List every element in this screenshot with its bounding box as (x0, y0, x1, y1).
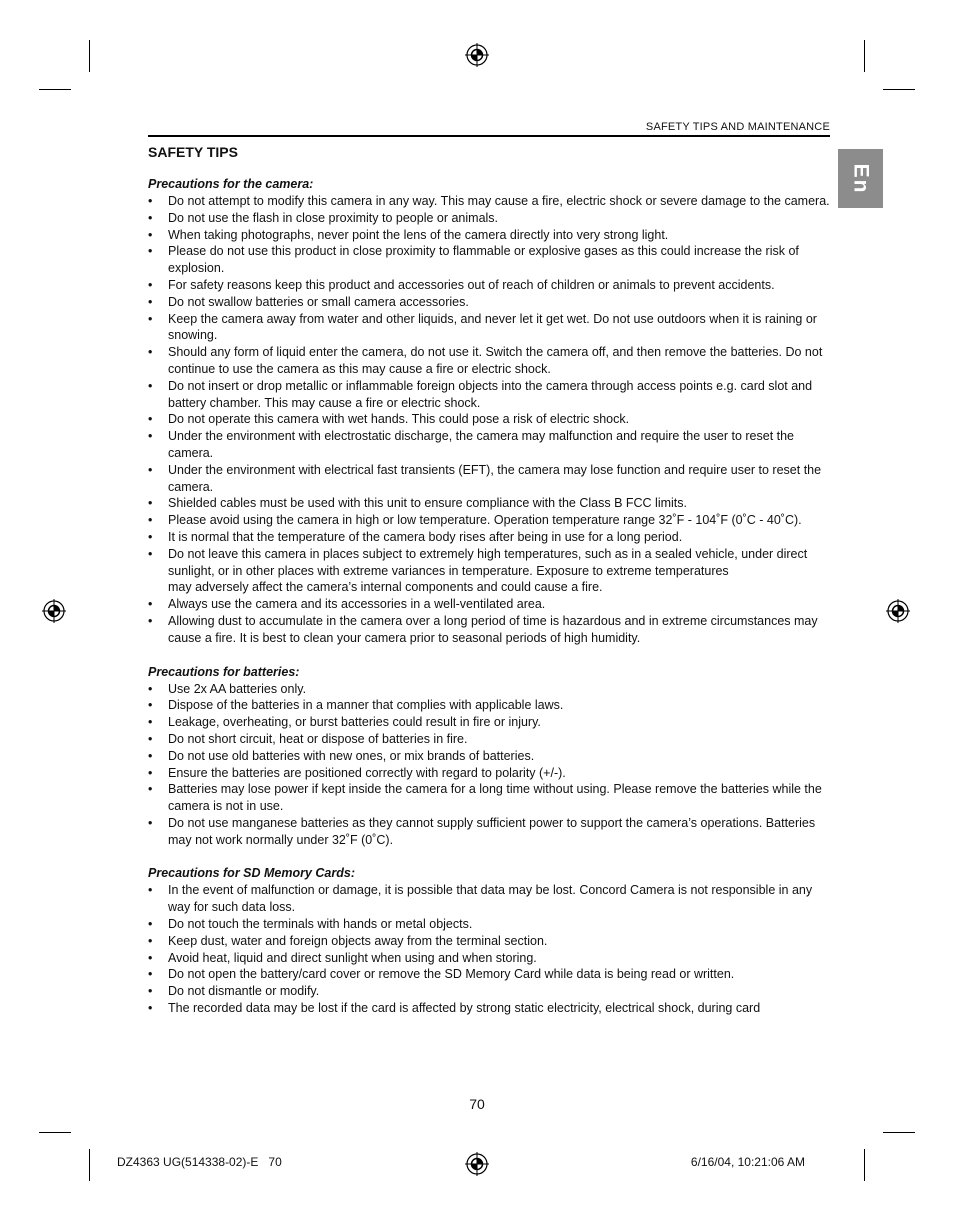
bullet-list (148, 193, 830, 647)
registration-mark-icon (465, 1152, 489, 1176)
section-title: Precautions for batteries: (148, 664, 300, 679)
list-item: • Keep the camera away from water and other liquids, and never let it get wet. Do not use outdoors when it is raining or snowing. (148, 311, 830, 345)
list-item: • Always use the camera and its accessories in a well-ventilated area. (148, 596, 830, 613)
section (148, 176, 830, 647)
page-number: 70 (469, 1096, 485, 1112)
header-rule (148, 135, 830, 137)
footer-timestamp: 6/16/04, 10:21:06 AM (690, 1155, 805, 1169)
list-item: • Ensure the batteries are positioned correctly with regard to polarity (+/-). (148, 765, 830, 782)
list-item: • Do not attempt to modify this camera in any way. This may cause a fire, electric shock or severe damage to the camera. (148, 193, 830, 210)
list-item: • Do not swallow batteries or small camera accessories. (148, 294, 830, 311)
list-item: • Please avoid using the camera in high or low temperature. Operation temperature range 32˚F - 104˚F (0˚C - 40˚C). (148, 512, 830, 529)
section (148, 865, 830, 1016)
list-item: • Do not use the flash in close proximity to people or animals. (148, 210, 830, 227)
crop-mark (89, 40, 90, 72)
registration-mark-icon (42, 599, 66, 623)
list-item: • Do not insert or drop metallic or inflammable foreign objects into the camera through access points e.g. card slot and battery chamber. This may cause a fire or electric shock. (148, 378, 830, 412)
list-item: • The recorded data may be lost if the card is affected by strong static electricity, electrical shock, during card (148, 1000, 830, 1017)
bullet-list (148, 681, 830, 849)
crop-mark (864, 40, 865, 72)
list-item: • Do not dismantle or modify. (148, 983, 830, 1000)
list-item: • Keep dust, water and foreign objects away from the terminal section. (148, 933, 830, 950)
list-item: • Do not use old batteries with new ones, or mix brands of batteries. (148, 748, 830, 765)
list-item: • Leakage, overheating, or burst batteries could result in fire or injury. (148, 714, 830, 731)
list-item: • Dispose of the batteries in a manner that complies with applicable laws. (148, 697, 830, 714)
list-item: • Should any form of liquid enter the camera, do not use it. Switch the camera off, and then remove the batteries. Do not continue to use the camera as this may cause a fire or electric shock. (148, 344, 830, 378)
registration-mark-icon (465, 43, 489, 67)
list-item: • For safety reasons keep this product and accessories out of reach of children or animals to prevent accidents. (148, 277, 830, 294)
crop-mark (89, 1149, 90, 1181)
crop-mark (864, 1149, 865, 1181)
section-title: Precautions for the camera: (148, 177, 314, 191)
list-item: • Under the environment with electrostatic discharge, the camera may malfunction and require the user to reset the camera. (148, 428, 830, 462)
bullet-list (148, 882, 830, 1016)
section-title: Precautions for SD Memory Cards: (148, 866, 355, 881)
list-item: • Please do not use this product in close proximity to flammable or explosive gases as this could increase the risk of explosion. (148, 243, 830, 277)
list-item: • Do not leave this camera in places subject to extremely high temperatures, such as in a sealed vehicle, under direct sunlight, or in other places with extreme variances in temperature. Exposure to extreme temperatures may adversely affect the camera’s internal components and could cause a fire. (148, 546, 830, 596)
list-item: • Under the environment with electrical fast transients (EFT), the camera may lose function and require user to reset the camera. (148, 462, 830, 496)
list-item: • When taking photographs, never point the lens of the camera directly into very strong light. (148, 227, 830, 244)
list-item: • Shielded cables must be used with this unit to ensure compliance with the Class B FCC limits. (148, 495, 830, 512)
list-item: • Use 2x AA batteries only. (148, 681, 830, 698)
list-item: • Do not use manganese batteries as they cannot supply sufficient power to support the camera’s operations. Batteries may not work normally under 32˚F (0˚C). (148, 815, 830, 849)
list-item: • Avoid heat, liquid and direct sunlight when using and when storing. (148, 950, 830, 967)
crop-mark (39, 1132, 71, 1133)
footer-job-info: DZ4363 UG(514338-02)-E 70 (117, 1155, 282, 1169)
list-item: • Do not touch the terminals with hands or metal objects. (148, 916, 830, 933)
list-item: • Allowing dust to accumulate in the camera over a long period of time is hazardous and in extreme circumstances may cause a fire. It is best to clean your camera prior to seasonal periods of high humidity. (148, 613, 830, 647)
running-header: SAFETY TIPS AND MAINTENANCE (645, 121, 830, 133)
page-title: SAFETY TIPS (148, 144, 238, 160)
language-tab-label: En (849, 163, 873, 194)
list-item: • Do not open the battery/card cover or remove the SD Memory Card while data is being read or written. (148, 966, 830, 983)
crop-mark (39, 89, 71, 90)
list-item: • It is normal that the temperature of the camera body rises after being in use for a long period. (148, 529, 830, 546)
registration-mark-icon (886, 599, 910, 623)
crop-mark (883, 1132, 915, 1133)
language-tab (838, 149, 883, 208)
list-item: • In the event of malfunction or damage, it is possible that data may be lost. Concord Camera is not responsible in any way for such data loss. (148, 882, 830, 916)
crop-mark (883, 89, 915, 90)
main-content (148, 143, 830, 1017)
section (148, 664, 830, 849)
list-item: • Batteries may lose power if kept inside the camera for a long time without using. Please remove the batteries while the camera is not in use. (148, 781, 830, 815)
list-item: • Do not operate this camera with wet hands. This could pose a risk of electric shock. (148, 411, 830, 428)
sections-container (148, 176, 830, 1017)
list-item: • Do not short circuit, heat or dispose of batteries in fire. (148, 731, 830, 748)
